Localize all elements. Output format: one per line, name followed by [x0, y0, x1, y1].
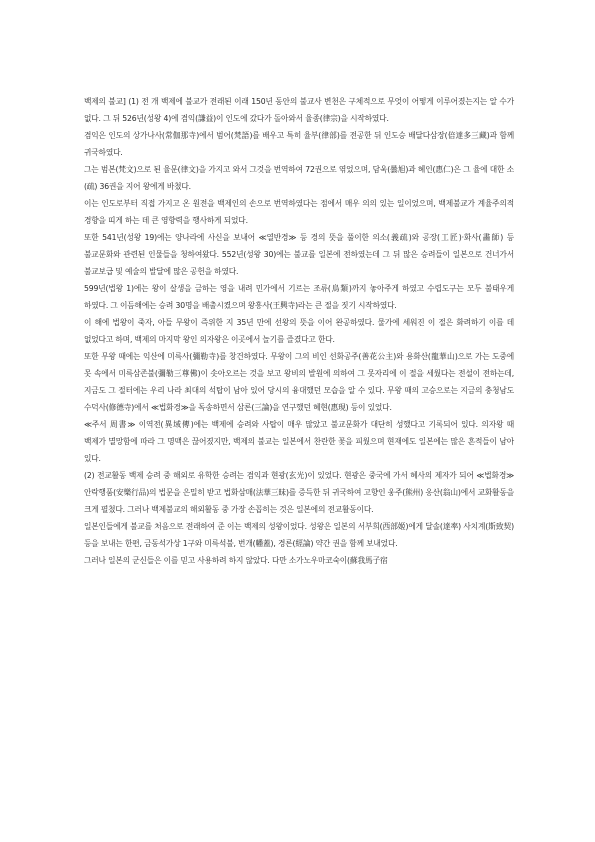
- paragraph: ≪주서 周書≫ 이역전(異域傳)에는 백제에 승려와 사탑이 매우 많았고 불교문화가 대단히 성했다고 기록되어 있다. 의자왕 때 백제가 멸망함에 따라 그 명맥은 끊어졌지만, 백제의 불교는 일본에서 찬란한 꽃을 피웠으며 현재에도 일본에는 많은 흔적들이 남아 있다.: [84, 420, 514, 463]
- paragraph: 이 해에 법왕이 죽자, 아들 무왕이 즉위한 지 35년 만에 선왕의 뜻을 이어 완공하였다. 물가에 세워진 이 절은 화려하기 이를 데 없었다고 하며, 백제의 마지막 왕인 의자왕은 이곳에서 놀기를 즐겼다고 한다.: [84, 318, 514, 344]
- paragraph: 그러나 일본의 군신들은 이를 믿고 사용하려 하지 않았다. 다만 소가노우마코숙이(蘇我馬子宿: [84, 556, 388, 565]
- paragraph: 또한 무왕 때에는 익산에 미륵사(彌勒寺)를 창건하였다. 무왕이 그의 비인 선화공주(善花公主)와 용화산(龍華山)으로 가는 도중에 못 속에서 미륵삼존불(彌勒三尊佛)이 솟아오르는 것을 보고 왕비의 발원에 의하여 그 못자리에 이 절을 세웠다는 전설이 전하는데, 지금도 그 절터에는 우리 나라 최대의 석탑이 남아 있어 당시의 융대했던 모습을 알 수 있다. 무왕 때의 고승으로는 지금의 충청남도 수덕사(修德寺)에서 ≪법화경≫을 독송하면서 삼론(三論)을 연구했던 혜현(惠現) 등이 있었다.: [84, 352, 514, 412]
- paragraph: 겸익은 인도의 상가나사(常伽那寺)에서 범어(梵語)를 배우고 특히 율부(律部)를 전공한 뒤 인도승 배달다삼장(倍達多三藏)과 함께 귀국하였다.: [84, 131, 514, 157]
- paragraph: 일본인들에게 불교를 처음으로 전래하여 준 이는 백제의 성왕이었다. 성왕은 일본의 서부희(西部姬)에게 달솔(達率) 사치계(斯致契) 등을 보내는 한편, 금동석가상 1구와 미륵석불, 번개(幡蓋), 경론(經論) 약간 권을 함께 보내었다.: [84, 522, 514, 548]
- body-text: [84, 93, 514, 569]
- paragraph: 또한 541년(성왕 19)에는 양나라에 사신을 보내어 ≪열반경≫ 등 경의 뜻을 풀이한 의소(義疏)와 공장(工匠)·화사(畵師) 등 불교문화와 관련된 인물들을 청하여왔다. 552년(성왕 30)에는 불교를 일본에 전하였는데 그 뒤 많은 승려들이 일본으로 건너가서 불교보급 및 예술의 발달에 많은 공헌을 하였다.: [84, 233, 514, 276]
- paragraph: 백제의 불교] (1) 전 개 백제에 불교가 전래된 이래 150년 동안의 불교사 변천은 구체적으로 무엇이 어떻게 이루어졌는지는 알 수가 없다. 그 뒤 526년(성왕 4)에 겸익(謙益)이 인도에 갔다가 돌아와서 율종(律宗)을 시작하였다.: [84, 97, 514, 123]
- paragraph: 599년(법왕 1)에는 왕이 살생을 금하는 영을 내려 민가에서 기르는 조류(鳥類)까지 놓아주게 하였고 수렵도구는 모두 불태우게 하였다. 그 이듬해에는 승려 30명을 배출시켰으며 왕흥사(王興寺)라는 큰 절을 짓기 시작하였다.: [84, 284, 514, 310]
- paragraph: (2) 전교활동 백제 승려 중 해외로 유학한 승려는 겸익과 현광(玄光)이 있었다. 현광은 중국에 가서 혜사의 제자가 되어 ≪법화경≫ 안락행품(安樂行品)의 법문을 은밀히 받고 법화삼매(法華三昧)를 증득한 뒤 귀국하여 고향인 웅주(熊州) 옹산(翁山)에서 교화활동을 크게 펼쳤다. 그러나 백제불교의 해외활동 중 가장 손꼽히는 것은 일본에의 전교활동이다.: [84, 471, 514, 514]
- paragraph: 이는 인도로부터 직접 가지고 온 원전을 백제인의 손으로 번역하였다는 점에서 매우 의의 있는 일이었으며, 백제불교가 계율주의적 경향을 띠게 하는 데 큰 영향력을 행사하게 되었다.: [84, 199, 514, 225]
- paragraph: 그는 범본(梵文)으로 된 율문(律文)을 가지고 와서 그것을 번역하여 72권으로 엮었으며, 담욱(曇旭)과 혜인(惠仁)은 그 율에 대한 소(疏) 36권을 지어 왕에게 바쳤다.: [84, 165, 514, 191]
